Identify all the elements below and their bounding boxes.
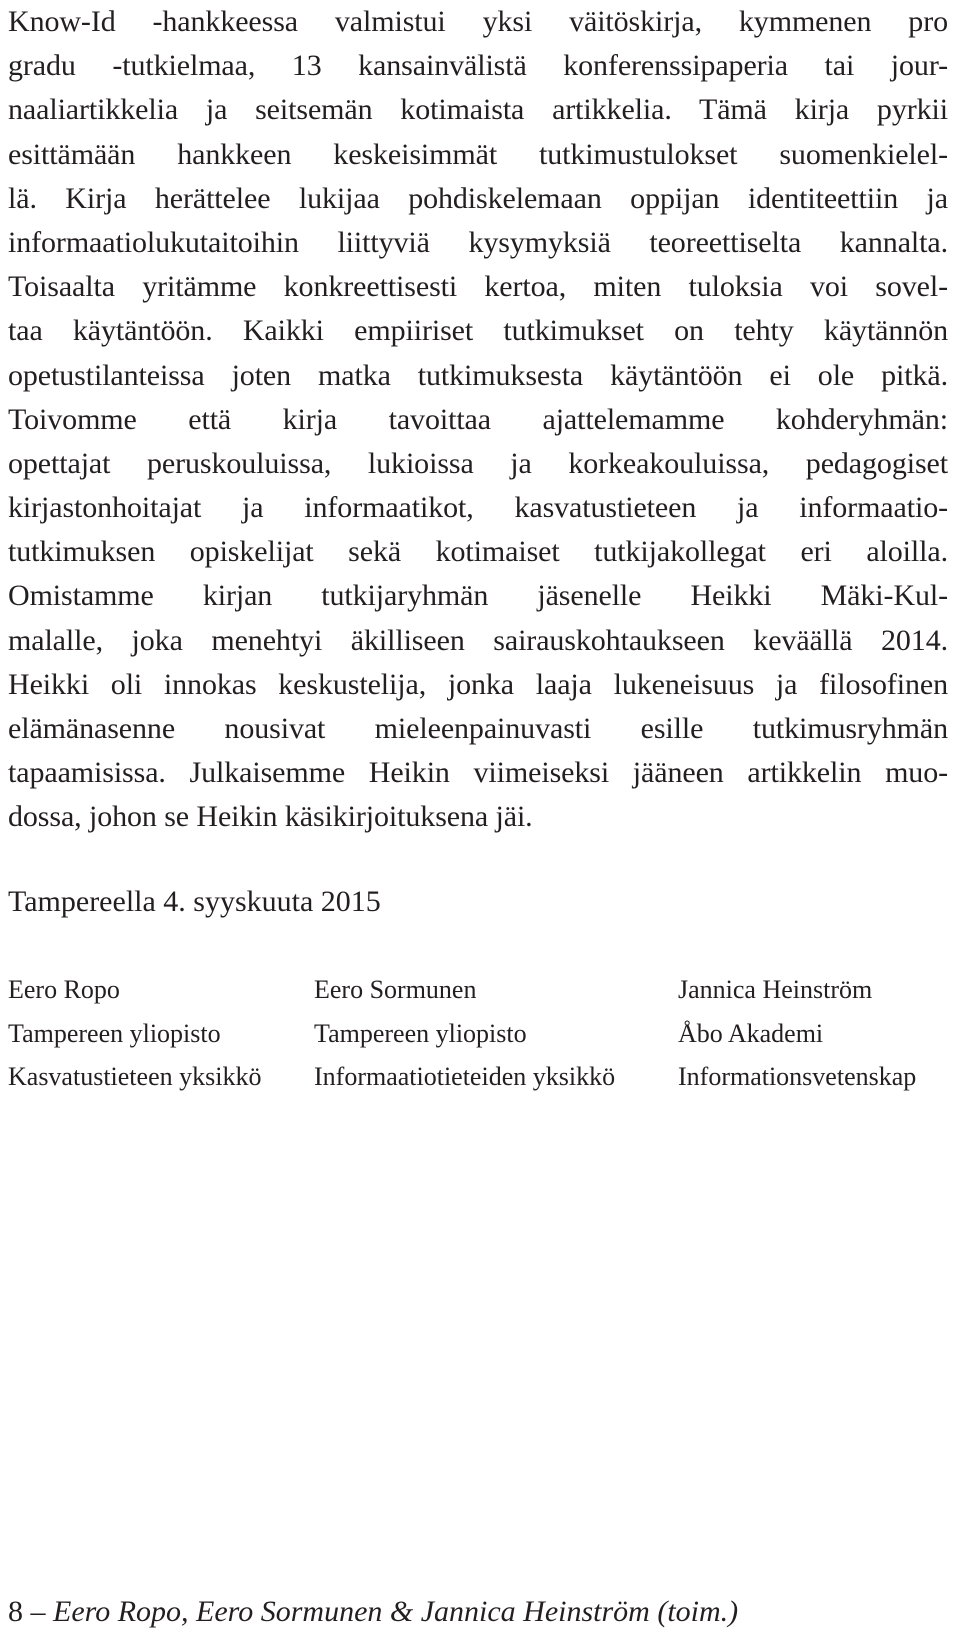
text-line: kirjastonhoitajat ja informaatikot, kasvatustieteen ja informaatio- [8,491,948,525]
editor-name: Jannica Heinström [678,975,873,1004]
editor-unit: Kasvatustieteen yksikkö [8,1062,262,1091]
text-line: Toisaalta yritämme konkreettisesti kertoa, miten tuloksia voi sovel- [8,270,948,304]
footer-dash: – [30,1595,46,1628]
preface-body [8,0,948,840]
text-line: opettajat peruskouluissa, lukioissa ja korkeakouluissa, pedagogiset [8,446,948,480]
text-line: opetustilanteissa joten matka tutkimuksesta käytäntöön ei ole pitkä. [8,358,948,392]
editor-name: Eero Ropo [8,975,120,1004]
text-line: Know-Id -hankkeessa valmistui yksi väitöskirja, kymmenen pro [8,5,948,38]
text-line: Toivomme että kirja tavoittaa ajattelemamme kohderyhmän: [8,402,948,436]
text-line: lä. Kirja herättelee lukijaa pohdiskelemaan oppijan identiteettiin ja [8,181,948,215]
text-line: taa käytäntöön. Kaikki empiiriset tutkimukset on tehty käytännön [8,314,948,348]
editor-university: Tampereen yliopisto [314,1018,527,1048]
text-line: Heikki oli innokas keskustelija, jonka laaja lukeneisuus ja filosofinen [8,667,948,701]
editor-sormunen [314,968,615,1099]
book-credit: Eero Ropo, Eero Sormunen & Jannica Heinström (toim.) [53,1595,739,1628]
editors-signature-block [8,968,948,1108]
editor-university: Tampereen yliopisto [8,1018,221,1048]
editor-heinstrom [678,968,916,1099]
page-footer [8,1592,738,1632]
text-line: tapaamisissa. Julkaisemme Heikin viimeiseksi jääneen artikkelin muo- [8,756,948,790]
text-line: esittämään hankkeen keskeisimmät tutkimustulokset suomenkielel- [8,137,948,171]
editor-unit: Informationsvetenskap [678,1062,917,1091]
text-line: Omistamme kirjan tutkijaryhmän jäsenelle Heikki Mäki-Kul- [8,579,948,613]
text-line: tutkimuksen opiskelijat sekä kotimaiset tutkijakollegat eri aloilla. [8,535,948,569]
text-line: dossa, johon se Heikin käsikirjoituksena jäi. [8,800,533,834]
text-line: malalle, joka menehtyi äkilliseen sairauskohtaukseen keväällä 2014. [8,623,948,657]
editor-unit: Informaatiotieteiden yksikkö [314,1062,616,1091]
text-line: naaliartikkelia ja seitsemän kotimaista artikkelia. Tämä kirja pyrkii [8,93,948,127]
editor-university: Åbo Akademi [678,1018,824,1048]
text-line: informaatiolukutaitoihin liittyviä kysymyksiä teoreettiselta kannalta. [8,225,948,259]
text-line: elämänasenne nousivat mieleenpainuvasti esille tutkimusryhmän [8,712,948,745]
page-number: 8 [8,1595,23,1628]
editor-ropo [8,968,261,1099]
editor-name: Eero Sormunen [314,975,477,1004]
text-line: gradu -tutkielmaa, 13 kansainvälistä konferenssipaperia tai jour- [8,49,948,83]
place-date: Tampereella 4. syyskuuta 2015 [8,885,381,918]
